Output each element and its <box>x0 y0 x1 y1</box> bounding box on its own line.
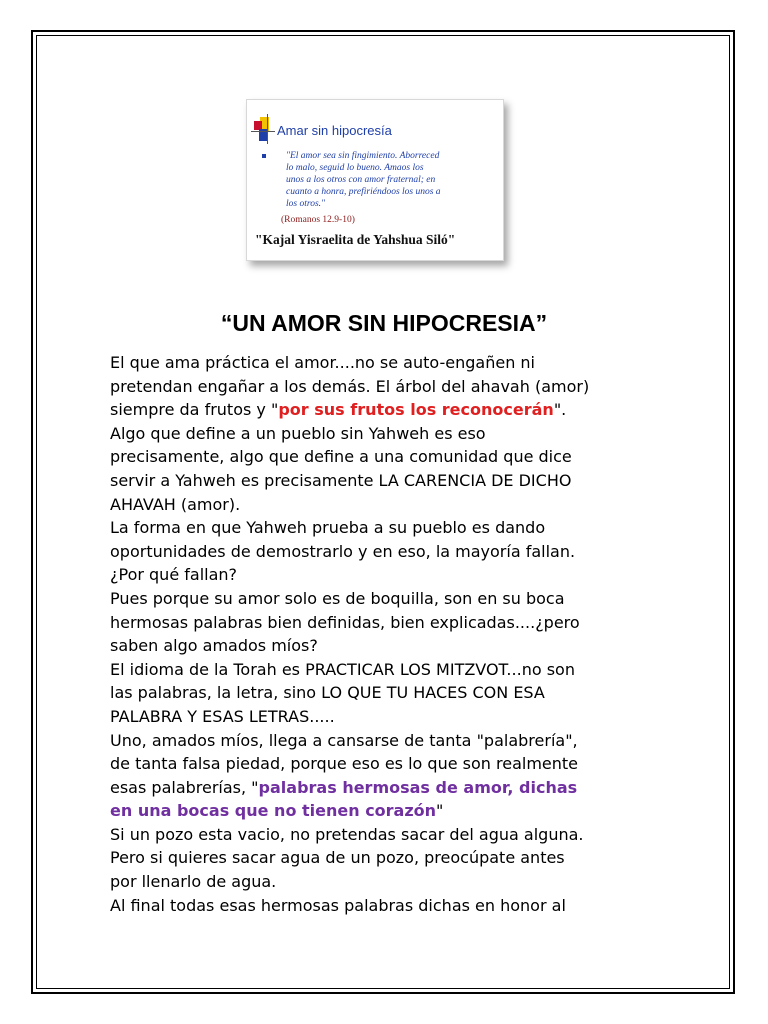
body-line: ¿Por qué fallan? <box>110 565 238 585</box>
body-line: hermosas palabras bien definidas, bien explicadas....¿pero <box>110 612 580 632</box>
body-line: en una bocas que no tienen corazón" <box>110 801 444 821</box>
highlight-purple-text: en una bocas que no tienen corazón <box>110 801 437 821</box>
body-line: El que ama práctica el amor....no se auto-engañen ni <box>110 353 535 372</box>
image-title: Amar sin hipocresía <box>277 123 392 138</box>
body-line: de tanta falsa piedad, porque eso es lo que son realmente <box>110 754 579 774</box>
body-line: El idioma de la Torah es PRACTICAR LOS MITZVOT...no son <box>110 659 575 679</box>
body-line: precisamente, algo que define a una comunidad que dice <box>110 447 572 467</box>
document-title: “UN AMOR SIN HIPOCRESIA” <box>220 310 548 336</box>
body-line: esas palabrerías, "palabras hermosas de amor, dichas <box>110 777 578 797</box>
image-quote: "El amor sea sin fingimiento. Aborreced lo malo, seguid lo bueno. Amaos los unos a los otros con amor fraternal; en cuanto a honra, prefiriéndoos los unos a los otros." <box>286 151 441 209</box>
body-line: Pero si quieres sacar agua de un pozo, preocúpate antes <box>110 848 565 868</box>
bullet-icon <box>262 154 266 158</box>
body-line: por llenarlo de agua. <box>110 872 277 892</box>
body-line: PALABRA Y ESAS LETRAS..... <box>110 706 335 726</box>
body-line: Algo que define a un pueblo sin Yahweh es eso <box>110 423 486 443</box>
image-signature: "Kajal Yisraelita de Yahshua Siló" <box>255 232 456 247</box>
body-line: Al final todas esas hermosas palabras dichas en honor al <box>110 895 566 915</box>
body-line: Uno, amados míos, llega a cansarse de tanta "palabrería", <box>110 730 578 750</box>
body-line: Pues porque su amor solo es de boquilla, son en su boca <box>110 588 565 608</box>
body-line: La forma en que Yahweh prueba a su pueblo es dando <box>110 518 546 538</box>
body-line: oportunidades de demostrarlo y en eso, la mayoría fallan. <box>110 541 576 561</box>
image-reference: (Romanos 12.9-10) <box>281 215 355 225</box>
body-line: saben algo amados míos? <box>110 636 318 656</box>
body-line: AHAVAH (amor). <box>110 494 241 514</box>
highlight-red-text: por sus frutos los reconocerán <box>278 400 554 420</box>
header-image <box>246 99 504 261</box>
highlight-purple-text: palabras hermosas de amor, dichas <box>258 777 578 797</box>
document-body <box>110 351 670 917</box>
body-line: pretendan engañar a los demás. El árbol del ahavah (amor) <box>110 376 590 396</box>
body-line: las palabras, la letra, sino LO QUE TU HACES CON ESA <box>110 683 545 703</box>
logo-icon <box>254 117 270 143</box>
body-line: siempre da frutos y "por sus frutos los reconocerán". <box>110 400 567 420</box>
body-line: Si un pozo esta vacio, no pretendas sacar del agua alguna. <box>110 824 584 844</box>
body-line: servir a Yahweh es precisamente LA CARENCIA DE DICHO <box>110 470 572 490</box>
